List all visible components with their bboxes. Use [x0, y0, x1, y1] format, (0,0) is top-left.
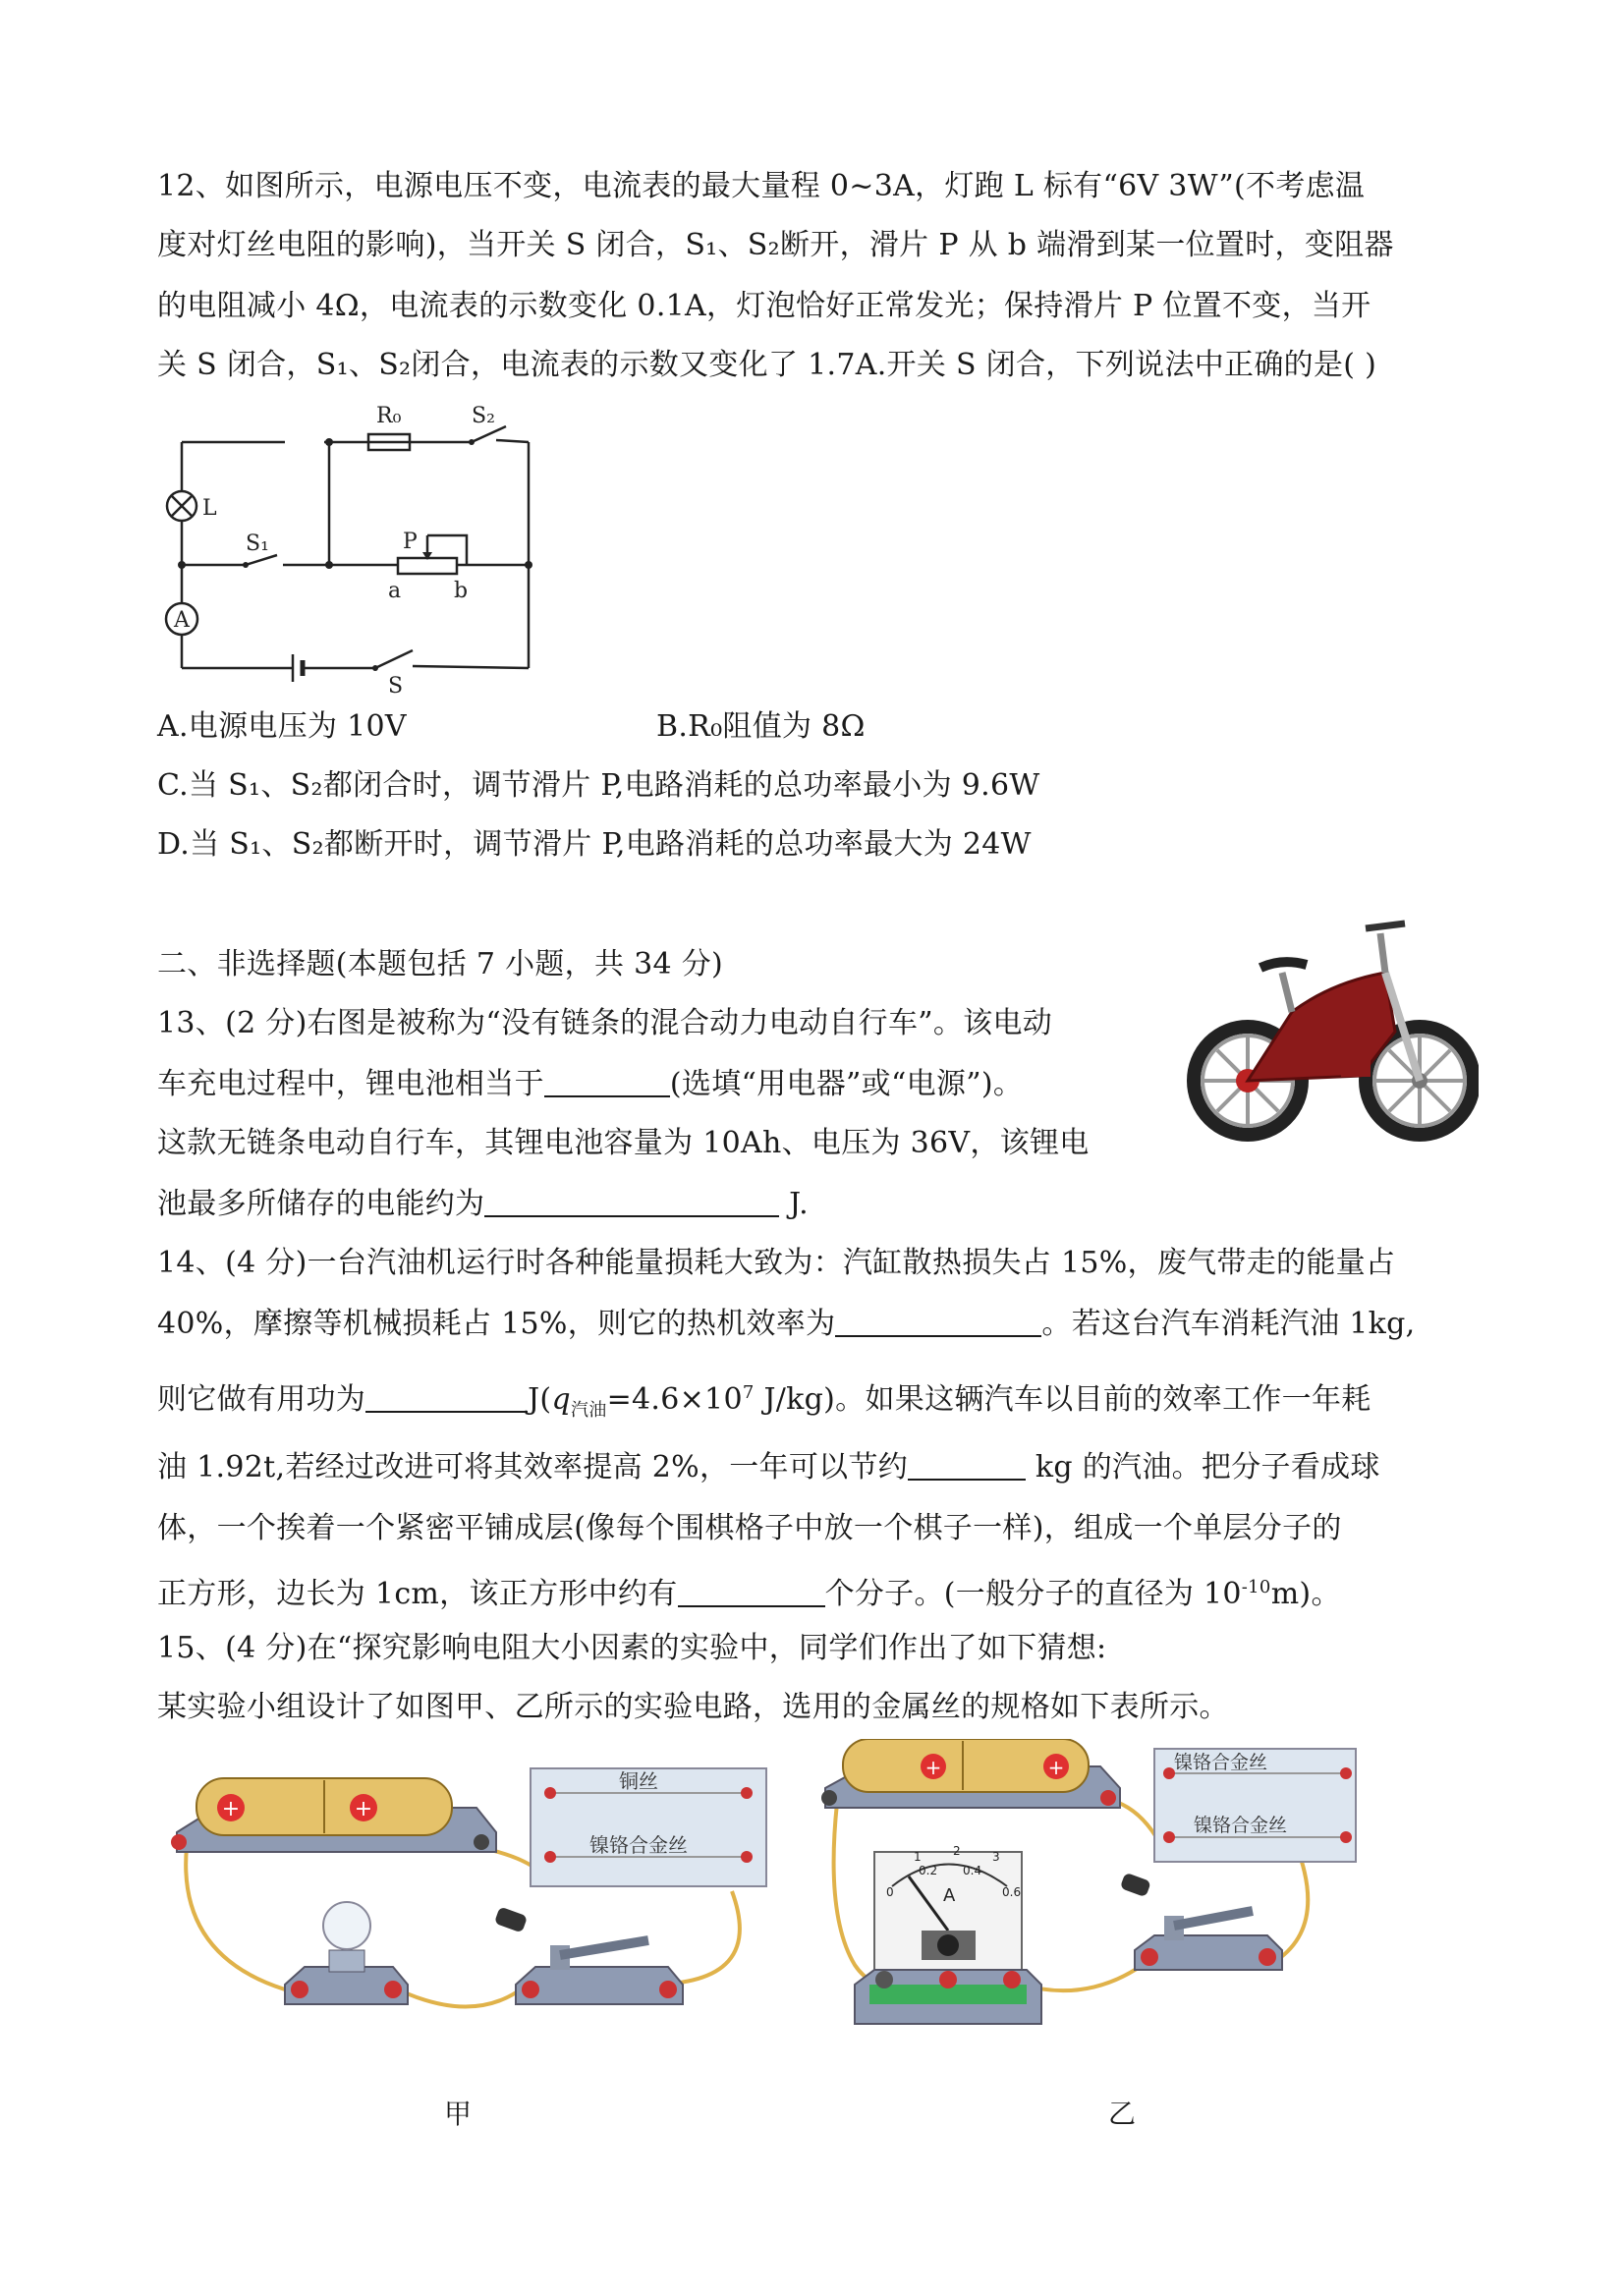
- label-ammeter: A: [174, 608, 190, 633]
- q14-blank-1[interactable]: [835, 1306, 1041, 1337]
- option-d: D.当 S₁、S₂都断开时，调节滑片 P,电路消耗的总功率最大为 24W: [157, 827, 1032, 862]
- svg-text:+: +: [924, 1756, 942, 1779]
- q13-line-4: [157, 1185, 809, 1224]
- tick-top-3: 3: [992, 1850, 1000, 1864]
- svg-text:+: +: [221, 1797, 241, 1821]
- q14-blank-3[interactable]: [908, 1449, 1026, 1481]
- q12-line-3: 的电阻减小 4Ω，电流表的示数变化 0.1A，灯泡恰好正常发光；保持滑片 P 位置不变，当开: [157, 289, 1371, 323]
- q14-superscript: 7: [742, 1382, 755, 1403]
- q14-line-2: [157, 1305, 1415, 1344]
- meter-letter: A: [943, 1885, 956, 1906]
- q14-subscript: 汽油: [570, 1400, 607, 1421]
- q14-line-4-b: kg 的汽油。把分子看成球: [1026, 1450, 1380, 1484]
- figure-yi: [815, 1739, 1366, 2053]
- tick-top-2: 2: [953, 1844, 961, 1858]
- q14-blank-4[interactable]: [678, 1576, 825, 1607]
- q12-line-1: 12、如图所示，电源电压不变，电流表的最大量程 0~3A，灯跑 L 标有“6V 3W”(不考虑温: [157, 169, 1366, 203]
- label-s: S: [388, 674, 404, 698]
- q13-blank-2[interactable]: [484, 1186, 779, 1217]
- bicycle-icon: [1184, 914, 1479, 1149]
- label-a-end: a: [388, 579, 402, 603]
- option-a: A.电源电压为 10V: [157, 709, 407, 744]
- svg-text:+: +: [354, 1797, 373, 1821]
- q13-blank-1[interactable]: [544, 1066, 670, 1097]
- q14-line-3-a: 则它做有用功为: [157, 1382, 366, 1417]
- caption-yi: 乙: [1108, 2098, 1137, 2130]
- tick-0-6: 0.6: [1002, 1885, 1022, 1899]
- q14-exponent: -10: [1241, 1577, 1271, 1597]
- jia-wire-2-label: 镍铬合金丝: [589, 1833, 688, 1857]
- q14-line-6: [157, 1568, 1341, 1614]
- label-b-end: b: [454, 579, 469, 603]
- q12-circuit-diagram: [147, 393, 560, 698]
- q12-line-4: 关 S 闭合，S₁、S₂闭合，电流表的示数又变化了 1.7A.开关 S 闭合，下列说法中正确的是( ): [157, 348, 1377, 382]
- q13-line-2-b: (选填“用电器”或“电源”)。: [669, 1067, 1024, 1101]
- q14-line-4: [157, 1448, 1380, 1487]
- q13-line-2: [157, 1065, 1023, 1104]
- q12-line-2: 度对灯丝电阻的影响)，当开关 S 闭合，S₁、S₂断开，滑片 P 从 b 端滑到某一位置时，变阻器: [157, 228, 1394, 262]
- yi-wire-2-label: 镍铬合金丝: [1194, 1815, 1288, 1836]
- q15-line-2: 某实验小组设计了如图甲、乙所示的实验电路，选用的金属丝的规格如下表所示。: [157, 1690, 1229, 1724]
- q14-line-2-b: 。若这台汽车消耗汽油 1kg,: [1041, 1307, 1416, 1341]
- q14-symbol-q: q: [551, 1382, 571, 1417]
- q14-line-6-b: 个分子。(一般分子的直径为 10: [824, 1577, 1242, 1611]
- q14-line-3-b: J(: [528, 1382, 552, 1417]
- caption-jia: 甲: [444, 2098, 473, 2130]
- q13-line-3: 这款无链条电动自行车，其锂电池容量为 10Ah、电压为 36V，该锂电: [157, 1126, 1090, 1160]
- q13-line-1: 13、(2 分)右图是被称为“没有链条的混合动力电动自行车”。该电动: [157, 1006, 1053, 1040]
- option-c: C.当 S₁、S₂都闭合时，调节滑片 P,电路消耗的总功率最小为 9.6W: [157, 768, 1040, 803]
- label-s2: S₂: [472, 404, 495, 428]
- jia-wire-1-label: 铜丝: [619, 1769, 658, 1793]
- q13-line-4-b: J.: [779, 1187, 809, 1221]
- q14-line-6-a: 正方形，边长为 1cm，该正方形中约有: [157, 1577, 678, 1611]
- q14-line-2-a: 40%，摩擦等机械损耗占 15%，则它的热机效率为: [157, 1307, 836, 1341]
- q14-line-5: 体，一个挨着一个紧密平铺成层(像每个围棋格子中放一个棋子一样)，组成一个单层分子的: [157, 1511, 1342, 1545]
- q14-line-3-c: =4.6×10: [606, 1382, 743, 1417]
- label-r0: R₀: [376, 404, 402, 428]
- label-slider-p: P: [403, 530, 418, 554]
- svg-text:+: +: [1047, 1756, 1065, 1779]
- q14-line-6-c: m)。: [1270, 1577, 1341, 1611]
- section-heading: 二、非选择题(本题包括 7 小题，共 34 分): [157, 947, 724, 981]
- tick-top-1: 1: [914, 1850, 922, 1864]
- q14-blank-2[interactable]: [365, 1381, 528, 1413]
- tick-0: 0: [886, 1885, 894, 1899]
- option-b: B.R₀阻值为 8Ω: [656, 709, 866, 744]
- yi-wire-1-label: 镍铬合金丝: [1174, 1752, 1268, 1773]
- figure-jia: [157, 1759, 786, 2073]
- q14-line-3: [157, 1373, 1371, 1430]
- tick-0-2: 0.2: [919, 1864, 938, 1877]
- label-s1: S₁: [246, 532, 269, 556]
- label-lamp: L: [202, 496, 217, 521]
- q14-line-1: 14、(4 分)一台汽油机运行时各种能量损耗大致为：汽缸散热损失占 15%，废气带走的能量占: [157, 1246, 1396, 1280]
- q15-line-1: 15、(4 分)在“探究影响电阻大小因素的实验中，同学们作出了如下猜想:: [157, 1631, 1107, 1665]
- q14-line-3-d: J/kg)。如果这辆汽车以目前的效率工作一年耗: [754, 1382, 1371, 1417]
- tick-0-4: 0.4: [963, 1864, 982, 1877]
- q14-line-4-a: 油 1.92t,若经过改进可将其效率提高 2%，一年可以节约: [157, 1450, 909, 1484]
- q13-line-4-a: 池最多所储存的电能约为: [157, 1187, 485, 1221]
- q13-line-2-a: 车充电过程中，锂电池相当于: [157, 1067, 544, 1101]
